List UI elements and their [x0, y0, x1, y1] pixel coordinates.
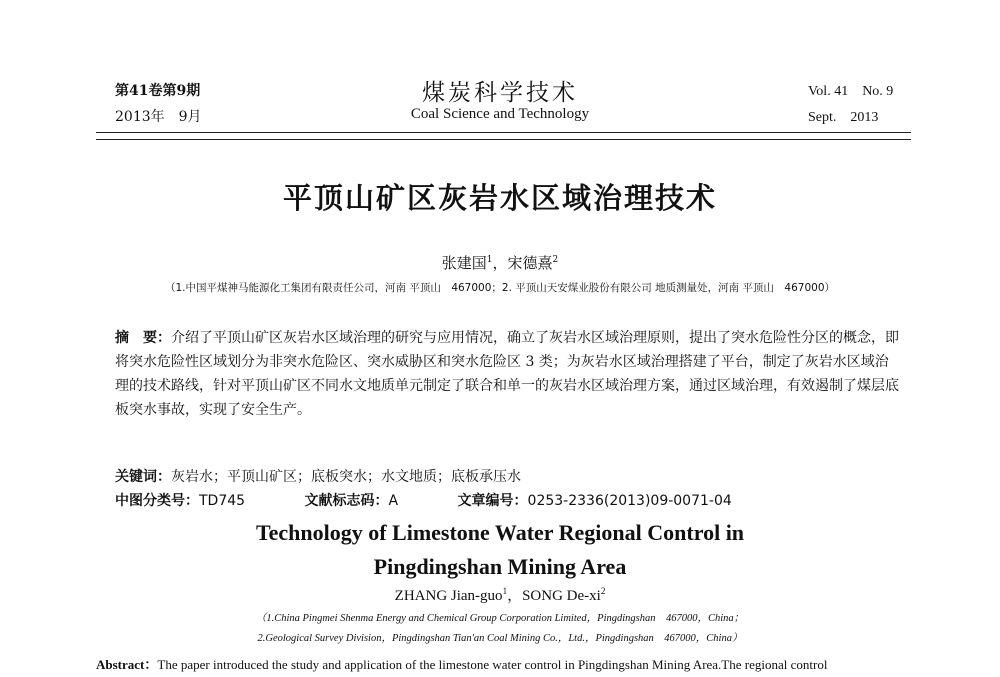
classification-line	[115, 490, 900, 510]
author-1-en: ZHANG Jian-guo	[394, 588, 503, 604]
title-en-line-1: Technology of Limestone Water Regional Control in	[255, 520, 745, 545]
affiliation-cn: （1.中国平煤神马能源化工集团有限责任公司，河南 平顶山 467000；2. 平顶山天安煤业股份有限公司 地质测量处，河南 平顶山 467000）	[164, 282, 836, 294]
affiliation-en-1: （1.China Pingmei Shenma Energy and Chemical Group Corporation Limited，Pingdingshan 467000，China；	[255, 613, 745, 624]
abstract-en-text: The paper introduced the study and application of the limestone water control in Pingdingshan Mining Area.The regional control	[157, 657, 828, 672]
affiliation-en-2: 2.Geological Survey Division，Pingdingshan Tian'an Coal Mining Co.，Ltd.，Pingdingshan 467000，China）	[257, 633, 743, 644]
clc-label: 中图分类号：	[115, 493, 199, 509]
author-2-en-affil-mark: 2	[600, 586, 606, 596]
volume-number: Vol. 41 No. 9	[808, 84, 894, 99]
article-number-label: 文章编号：	[457, 493, 528, 509]
keywords-cn	[115, 466, 900, 486]
doc-code-label: 文献标志码：	[304, 493, 389, 509]
author-2-affil-mark: 2	[552, 255, 559, 265]
issue-date-en: Sept. 2013	[808, 110, 879, 125]
abstract-cn-label: 摘 要：	[115, 330, 171, 346]
author-2-en: SONG De-xi	[522, 588, 601, 604]
header-rule-bottom	[96, 139, 911, 140]
author-1-cn: 张建国	[441, 254, 487, 272]
doc-code-value: A	[388, 493, 399, 509]
article-title-cn: 平顶山矿区灰岩水区域治理技术	[282, 181, 717, 215]
article-title-en	[0, 516, 1000, 584]
abstract-en	[96, 654, 911, 673]
abstract-cn	[115, 326, 900, 422]
author-1-affil-mark: 1	[486, 255, 493, 265]
title-en-line-2: Pingdingshan Mining Area	[373, 554, 627, 579]
author-1-en-affil-mark: 1	[502, 586, 508, 596]
keywords-text: 灰岩水；平顶山矿区；底板突水；水文地质；底板承压水	[171, 469, 521, 485]
issue-number: 第41卷第9期	[115, 83, 201, 99]
journal-name-en: Coal Science and Technology	[410, 106, 590, 122]
authors-cn	[0, 252, 1000, 273]
abstract-en-label: Abstract：	[96, 657, 158, 672]
header-rule-top	[96, 132, 911, 133]
authors-en	[0, 584, 1000, 605]
keywords-label: 关键词：	[115, 469, 171, 485]
author-en-separator: ，	[507, 588, 523, 604]
abstract-cn-text: 介绍了平顶山矿区灰岩水区域治理的研究与应用情况，确立了灰岩水区域治理原则，提出了突水危险性分区的概念，即将突水危险性区域划分为非突水危险区、突水威胁区和突水危险区 3 类；为灰岩水区域治理搭建了平台，制定了灰岩水区域治理的技术路线，针对平顶山矿区不同水文地质单元制定了联合和单一的灰岩水区域治理方案，通过区域治理，有效遏制了煤层底板突水事故，实现了安全生产。	[115, 330, 899, 418]
journal-name-cn: 煤炭科学技术	[422, 80, 578, 106]
author-2-cn: 宋德熹	[507, 254, 553, 272]
author-separator: ，	[492, 254, 508, 272]
clc-value: TD745	[199, 493, 246, 509]
article-number-value: 0253-2336(2013)09-0071-04	[527, 493, 732, 509]
issue-date-cn: 2013年 9月	[115, 109, 202, 125]
